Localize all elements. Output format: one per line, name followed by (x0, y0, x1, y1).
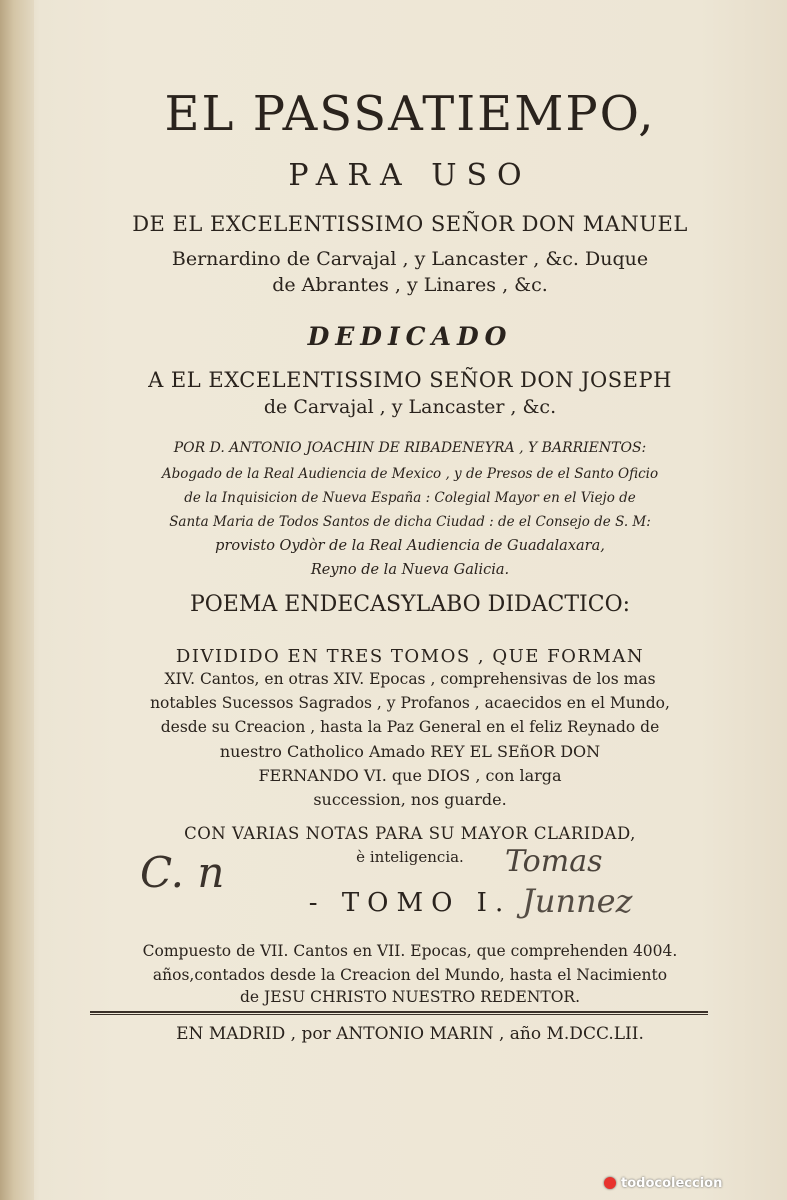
imprint-rule (90, 1011, 708, 1013)
division-line-4: desde su Creacion , hasta la Paz General en el feliz Reynado de (160, 718, 660, 736)
division-line-7: succession, nos guarde. (313, 790, 507, 809)
author-line-4: Santa Maria de Todos Santos de dicha Ciudad : de el Consejo de S. M: (169, 514, 651, 530)
author-line-5: provisto Oydòr de la Real Audiencia de Guadalaxara, (215, 538, 605, 554)
watermark-text: todocoleccion (621, 1175, 723, 1191)
dedicated-to-line-1: A EL EXCELENTISSIMO SEÑOR DON JOSEPH (148, 368, 672, 392)
author-line-6: Reyno de la Nueva Galicia. (310, 562, 510, 578)
division-line-3: notables Sucessos Sagrados , y Profanos , acaecidos en el Mundo, (150, 694, 670, 712)
dedicatee-line-1: DE EL EXCELENTISSIMO SEÑOR DON MANUEL (132, 212, 688, 236)
dedicatee-line-2: Bernardino de Carvajal , y Lancaster , &c. Duque (171, 248, 649, 270)
division-line-5: nuestro Catholico Amado REY EL SEñOR DON (219, 742, 601, 761)
dedicated-to-line-2: de Carvajal , y Lancaster , &c. (263, 396, 557, 418)
author-line-1: POR D. ANTONIO JOACHIN DE RIBADENEYRA , Y BARRIENTOS: (173, 440, 647, 456)
handwritten-name-top: Tomas (505, 844, 603, 879)
notas-line-1: CON VARIAS NOTAS PARA SU MAYOR CLARIDAD, (184, 824, 636, 843)
watermark-dot-icon (604, 1177, 616, 1189)
dedicado-heading: DEDICADO (307, 322, 513, 351)
imprint-rule-thin (90, 1014, 708, 1015)
watermark-logo (604, 1172, 780, 1194)
author-line-3: de la Inquisicion de Nueva España : Colegial Mayor en el Viejo de (184, 490, 636, 506)
division-line-6: FERNANDO VI. que DIOS , con larga (258, 766, 562, 785)
book-title: EL PASSATIEMPO, (164, 86, 656, 142)
author-line-2: Abogado de la Real Audiencia de Mexico , y de Presos de el Santo Oficio (161, 466, 659, 482)
compuesto-line-2: años,contados desde la Creacion del Mundo, hasta el Nacimiento (152, 966, 668, 984)
poema-heading: POEMA ENDECASYLABO DIDACTICO: (189, 592, 631, 617)
handwritten-name-bottom: Junnez (522, 882, 633, 920)
dedicatee-line-3: de Abrantes , y Linares , &c. (272, 274, 548, 296)
page-edge-shadow (0, 0, 34, 1200)
volume-label: - TOMO I. (308, 888, 512, 918)
compuesto-line-1: Compuesto de VII. Cantos en VII. Epocas, que comprehenden 4004. (142, 942, 678, 960)
notas-line-2: è inteligencia. (356, 848, 464, 866)
imprint-line: EN MADRID , por ANTONIO MARIN , año M.DCC.LII. (176, 1024, 644, 1044)
handwritten-initials: C. n (140, 848, 225, 897)
compuesto-line-3: de JESU CHRISTO NUESTRO REDENTOR. (239, 988, 581, 1006)
book-subtitle: PARA USO (288, 158, 532, 193)
division-line-2: XIV. Cantos, en otras XIV. Epocas , comprehensivas de los mas (164, 670, 656, 688)
division-line-1: DIVIDIDO EN TRES TOMOS , QUE FORMAN (175, 646, 645, 667)
